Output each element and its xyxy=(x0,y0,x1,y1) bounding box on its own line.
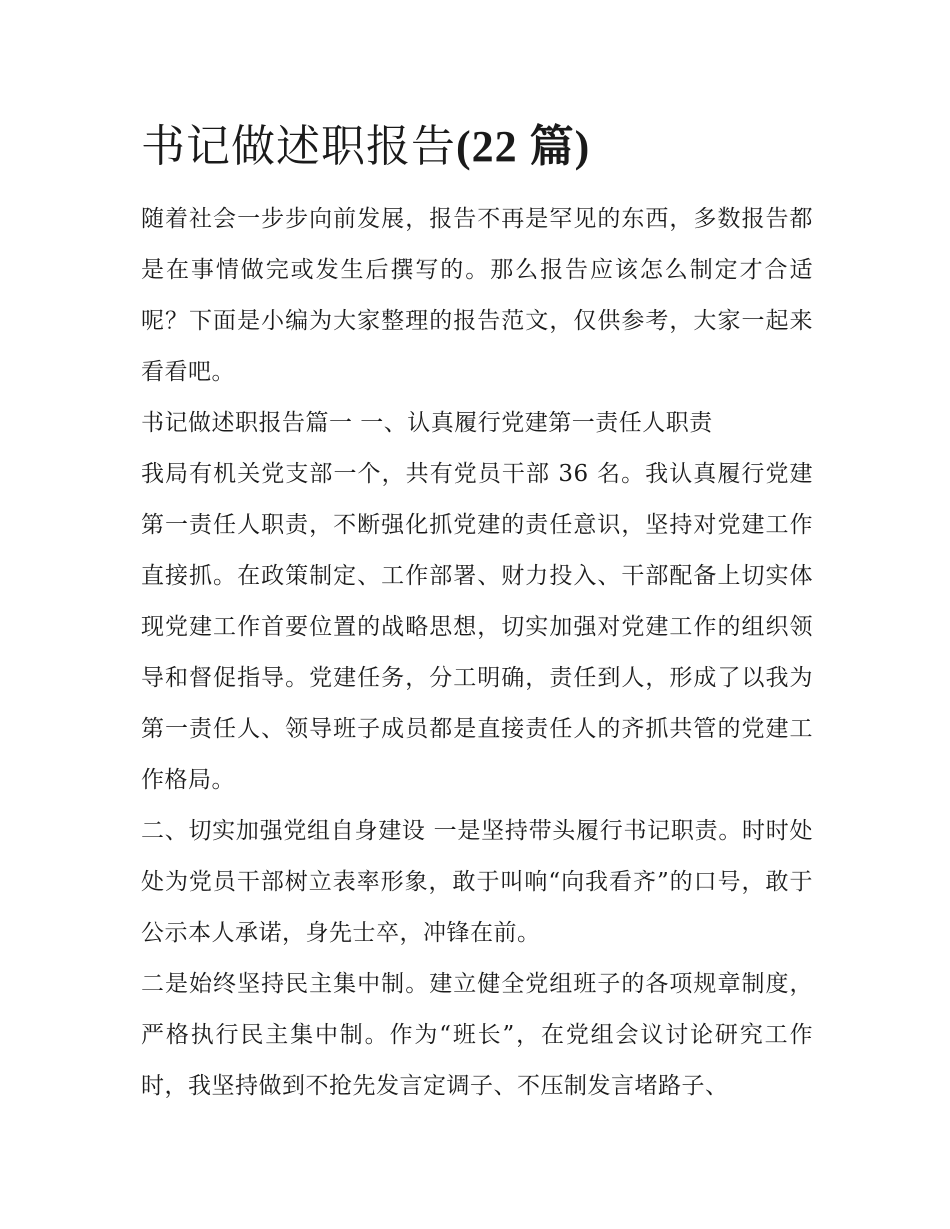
intro-paragraph: 随着社会一步步向前发展，报告不再是罕见的东西，多数报告都是在事情做完或发生后撰写的。那么报告应该怎么制定才合适呢？下面是小编为大家整理的报告范文，仅供参考，大家一起来看看吧。 xyxy=(141,206,813,385)
document-title xyxy=(141,118,813,176)
section-heading-1: 书记做述职报告篇一 一、认真履行党建第一责任人职责 xyxy=(141,410,713,436)
title-main: 书记做述职报告 xyxy=(141,121,456,172)
body-paragraph-2: 二是始终坚持民主集中制。建立健全党组班子的各项规章制度，严格执行民主集中制。作为“班长”，在党组会议讨论研究工作时，我坚持做到不抢先发言定调子、不压制发言堵路子、 xyxy=(141,971,813,1099)
title-count: (22 篇) xyxy=(456,122,591,171)
document-page xyxy=(141,118,813,1112)
section-heading-2: 二、切实加强党组自身建设 一是坚持带头履行书记职责。时时处处为党员干部树立表率形象，敢于叫响“向我看齐”的口号，敢于公示本人承诺，身先士卒，冲锋在前。 xyxy=(141,818,813,946)
body-paragraph-1: 我局有机关党支部一个，共有党员干部 36 名。我认真履行党建第一责任人职责，不断强化抓党建的责任意识，坚持对党建工作直接抓。在政策制定、工作部署、财力投入、干部配备上切实体现党建工作首要位置的战略思想，切实加强对党建工作的组织领导和督促指导。党建任务，分工明确，责任到人，形成了以我为第一责任人、领导班子成员都是直接责任人的齐抓共管的党建工作格局。 xyxy=(141,461,813,793)
